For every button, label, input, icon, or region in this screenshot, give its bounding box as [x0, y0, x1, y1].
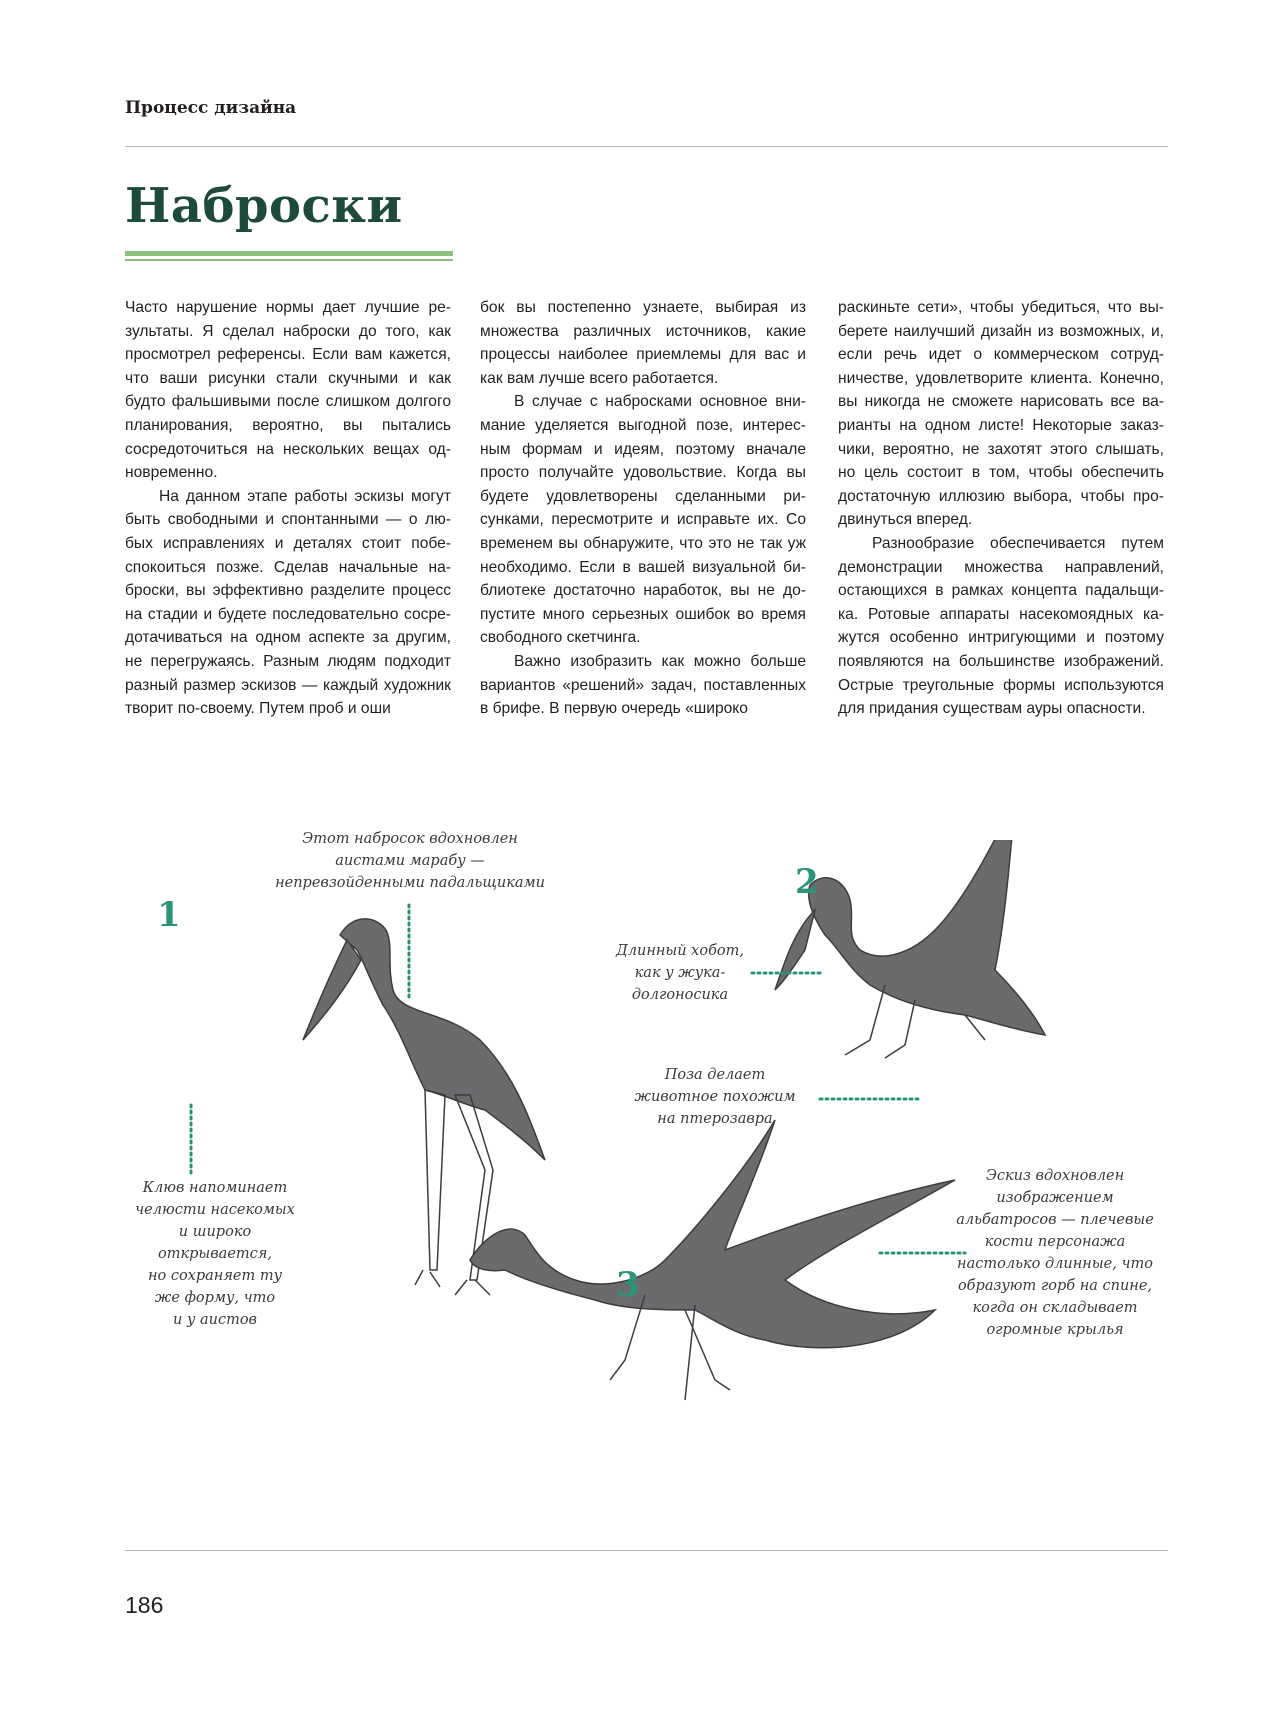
title-underline — [125, 251, 453, 256]
header-rule — [125, 146, 1168, 147]
text-column-1 — [125, 296, 451, 721]
paragraph: Важно изобразить как можно больше вариантов «решений» задач, поставленных в брифе. В первую очередь «широко — [480, 652, 806, 718]
caption-2-pose: Поза делает животное похожим на птерозавра — [634, 1067, 796, 1127]
paragraph: бок вы постепенно узнаете, выбирая из множества различных источников, какие процессы наиболее приемлемы для вас и как вам лучше всего работается. — [480, 299, 806, 387]
text-column-2 — [480, 296, 806, 721]
paragraph: На данном этапе работы эскизы могут быть свободными и спонтанными — о любых исправлениях и деталях стоит побеспокоиться позже. Сделав начальные наброски, вы эффективно разделите процесс на стадии и будете последовательно сосредотачиваться на одном аспекте за другим, не перегружаясь. Разным людям подходит разный размер эскизов — каждый художник творит по-своему. Путем проб и оши — [125, 487, 451, 718]
running-head: Процесс дизайна — [125, 98, 297, 118]
title-underline-thin — [125, 259, 453, 261]
caption-2-trunk: Длинный хобот, как у жука- долгоносика — [615, 943, 745, 1003]
figure-number-1: 1 — [157, 895, 181, 935]
caption-1-top: Этот набросок вдохновлен аистами марабу — непревзойденными падальщиками — [275, 831, 545, 891]
paragraph: раскиньте сети», чтобы убедиться, что выберете наилучший дизайн из возможных, и, если речь идет о коммерческом сотрудничестве, удовлетворите клиента. Конечно, вы никогда не сможете нарисовать все варианты на одном листе! Некоторые заказчики, вероятно, не захотят этого слышать, но цель состоит в том, чтобы обеспечить достаточную иллюзию выбора, чтобы продвинуться вперед. — [838, 299, 1164, 529]
section-title: Наброски — [125, 178, 403, 234]
caption-1-beak: Клюв напоминает челюсти насекомых и широко открывается, но сохраняет ту же форму, что и у аистов — [135, 1180, 295, 1328]
page-number: 186 — [125, 1592, 164, 1618]
footer-rule — [125, 1550, 1168, 1551]
paragraph: Разнообразие обеспечивается путем демонстрации множества направлений, остающихся в рамках концепта падальщика. Ротовые аппараты насекомоядных кажутся особенно интригующими и поэтому появляются на большинстве изображений. Острые треугольные формы используются для придания существам ауры опасности. — [838, 534, 1164, 718]
paragraph: Часто нарушение нормы дает лучшие результаты. Я сделал наброски до того, как просмотрел референсы. Если вам кажется, что ваши рисунки стали скучными и как будто фальшивыми после слишком долгого планирования, вероятно, вы пытались сосредоточиться на нескольких вещах одновременно. — [125, 299, 451, 482]
paragraph: В случае с набросками основное внимание уделяется выгодной позе, интересным формам и идеям, поэтому вначале просто получайте удовольствие. Когда вы будете удовлетворены сделанными рисунками, пересмотрите и исправьте их. Со временем вы обнаружите, что это не так уж необходимо. Если в вашей визуальной библиотеке достаточно наработок, вы не допустите много серьезных ошибок во время свободного скетчинга. — [480, 393, 806, 647]
figure-number-2: 2 — [795, 862, 819, 902]
caption-3-albatross: Эскиз вдохновлен изображением альбатросов — плечевые кости персонажа настолько длинные, что образуют горб на спине, когда он складывает огромные крылья — [956, 1168, 1154, 1338]
text-column-3 — [838, 296, 1164, 721]
figure-number-3: 3 — [616, 1265, 640, 1305]
